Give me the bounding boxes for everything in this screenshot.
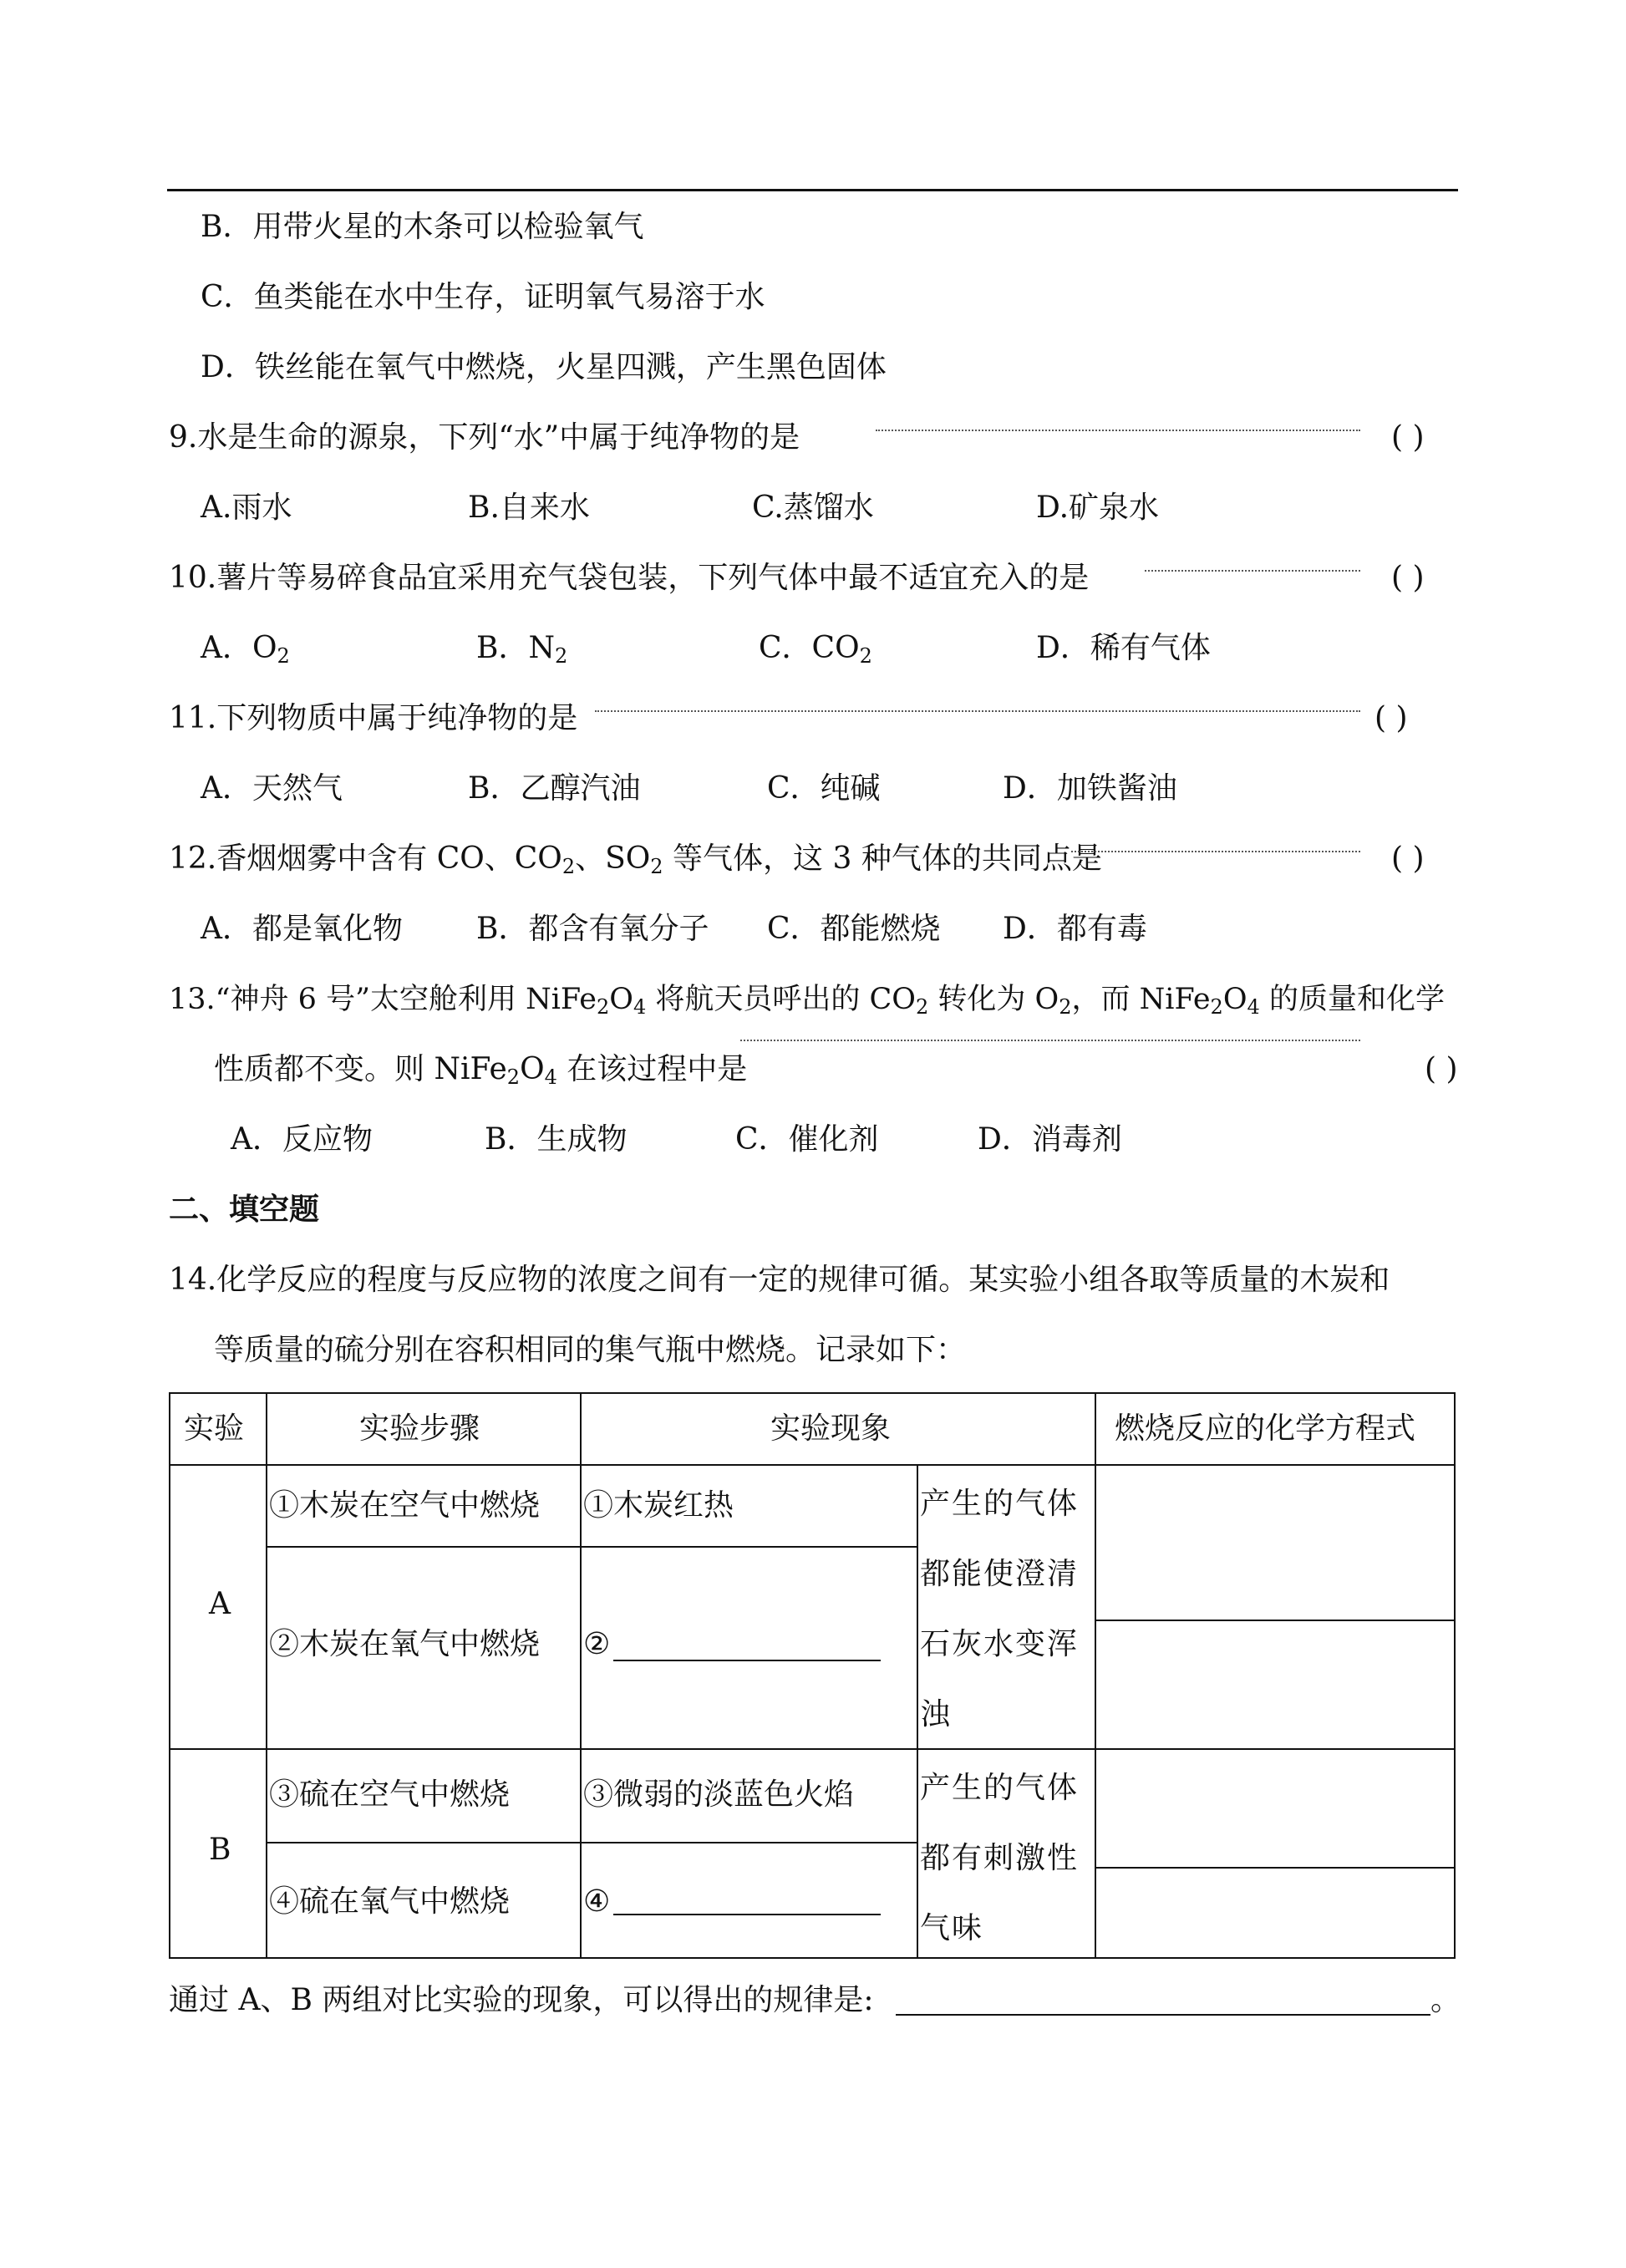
q9-answer-paren: ( ) bbox=[1391, 420, 1425, 455]
q8-option-b: B．用带火星的木条可以检验氧气 bbox=[201, 210, 644, 244]
table-vline-2 bbox=[580, 1394, 582, 1957]
q10-answer-paren: ( ) bbox=[1391, 561, 1425, 595]
table-hline-a-eq bbox=[1095, 1620, 1454, 1621]
q11-stem: 11.下列物质中属于纯净物的是 bbox=[169, 701, 578, 735]
q11-option-c: C．纯碱 bbox=[767, 771, 881, 806]
q9-leader-dots bbox=[876, 430, 1360, 431]
q13-option-d: D．消毒剂 bbox=[978, 1122, 1122, 1157]
q13-stem-line2: 性质都不变。则 $NiFe_2O_4$ 在该过程中是 bbox=[214, 1052, 748, 1089]
table-hline-b-mid bbox=[266, 1842, 917, 1843]
step-a2: ②木炭在氧气中燃烧 bbox=[269, 1627, 541, 1661]
q11-leader-dots bbox=[595, 710, 1360, 712]
section-title-fill-in: 二、填空题 bbox=[169, 1192, 320, 1227]
step-a1: ①木炭在空气中燃烧 bbox=[269, 1488, 541, 1523]
q10-option-b: B．$N_2$ bbox=[476, 631, 568, 668]
phenomenon-a2: ② bbox=[583, 1627, 611, 1661]
header-rule bbox=[167, 189, 1458, 191]
q13-option-b: B．生成物 bbox=[485, 1122, 628, 1157]
table-hline-groups bbox=[170, 1748, 1454, 1750]
step-b1: ③硫在空气中燃烧 bbox=[269, 1777, 511, 1812]
header-phenomena: 实验现象 bbox=[770, 1411, 892, 1446]
table-vline-1 bbox=[266, 1394, 267, 1957]
table-hline-a-mid bbox=[266, 1546, 917, 1548]
q12-option-a: A．都是氧化物 bbox=[201, 912, 403, 946]
q13-option-c: C．催化剂 bbox=[735, 1122, 879, 1157]
q14-stem-line1: 14.化学反应的程度与反应物的浓度之间有一定的规律可循。某实验小组各取等质量的木炭和 bbox=[169, 1263, 1390, 1297]
q9-option-d: D.矿泉水 bbox=[1036, 491, 1160, 525]
step-b2: ④硫在氧气中燃烧 bbox=[269, 1884, 511, 1919]
q8-option-d: D．铁丝能在氧气中燃烧，火星四溅，产生黑色固体 bbox=[201, 350, 887, 384]
phenomenon-b2: ④ bbox=[583, 1884, 611, 1919]
phenomenon-a1: ①木炭红热 bbox=[583, 1488, 734, 1523]
q14-conclusion: 通过 A、B 两组对比实验的现象，可以得出的规律是: bbox=[169, 1983, 874, 2017]
q12-option-c: C．都能燃烧 bbox=[767, 912, 941, 946]
header-experiment: 实验 bbox=[184, 1411, 245, 1446]
phenomenon-a2-blank[interactable] bbox=[613, 1660, 881, 1661]
q10-option-c: C．$CO_2$ bbox=[759, 631, 872, 668]
group-a-label: A bbox=[209, 1587, 231, 1621]
header-steps: 实验步骤 bbox=[359, 1411, 480, 1446]
q8-option-c: C．鱼类能在水中生存，证明氧气易溶于水 bbox=[201, 280, 765, 314]
q13-option-a: A．反应物 bbox=[231, 1122, 373, 1157]
q9-option-b: B.自来水 bbox=[468, 491, 590, 525]
q14-conclusion-blank[interactable] bbox=[896, 2014, 1430, 2016]
common-phenomenon-a: 产生的气体都能使澄清石灰水变浑浊 bbox=[920, 1487, 1080, 1732]
phenomenon-b1: ③微弱的淡蓝色火焰 bbox=[583, 1777, 855, 1812]
group-b-label: B bbox=[209, 1833, 231, 1867]
experiment-table bbox=[169, 1392, 1456, 1959]
q13-stem-line1: 13.“神舟 6 号”太空舱利用 $NiFe_2O_4$ 将航天员呼出的 $CO_2$ 转化为 $O_2$，而 $NiFe_2O_4$ 的质量和化学 bbox=[169, 983, 1445, 1019]
q14-stem-line2: 等质量的硫分别在容积相同的集气瓶中燃烧。记录如下： bbox=[214, 1333, 967, 1367]
q11-answer-paren: ( ) bbox=[1374, 701, 1408, 735]
q12-leader-dots bbox=[1071, 851, 1360, 852]
q10-leader-dots bbox=[1145, 570, 1360, 572]
table-header-bottom bbox=[170, 1464, 1454, 1466]
q10-stem: 10.薯片等易碎食品宜采用充气袋包装，下列气体中最不适宜充入的是 bbox=[169, 561, 1090, 595]
q13-answer-paren: ( ) bbox=[1425, 1052, 1458, 1086]
q14-conclusion-end: 。 bbox=[1430, 1983, 1461, 2017]
q11-option-a: A．天然气 bbox=[201, 771, 343, 806]
q10-option-d: D．稀有气体 bbox=[1036, 631, 1211, 665]
table-vline-4 bbox=[1095, 1394, 1096, 1957]
q9-option-c: C.蒸馏水 bbox=[752, 491, 874, 525]
q12-option-b: B．都含有氧分子 bbox=[476, 912, 709, 946]
q10-option-a: A．$O_2$ bbox=[201, 631, 290, 668]
q9-stem: 9.水是生命的源泉，下列“水”中属于纯净物的是 bbox=[169, 420, 800, 455]
q11-option-b: B．乙醇汽油 bbox=[468, 771, 641, 806]
q12-option-d: D．都有毒 bbox=[1003, 912, 1147, 946]
q12-answer-paren: ( ) bbox=[1391, 842, 1425, 876]
common-phenomenon-b: 产生的气体都有刺激性气味 bbox=[920, 1771, 1080, 1945]
q12-stem: 12.香烟烟雾中含有 CO、$CO_2$、$SO_2$ 等气体，这 3 种气体的共同点是 bbox=[169, 842, 1102, 878]
q9-option-a: A.雨水 bbox=[201, 491, 292, 525]
table-vline-3 bbox=[917, 1464, 918, 1957]
q13-leader-dots bbox=[740, 1040, 1360, 1041]
header-equation: 燃烧反应的化学方程式 bbox=[1115, 1411, 1416, 1446]
table-hline-b-eq bbox=[1095, 1867, 1454, 1869]
phenomenon-b2-blank[interactable] bbox=[613, 1914, 881, 1915]
q11-option-d: D．加铁酱油 bbox=[1003, 771, 1177, 806]
